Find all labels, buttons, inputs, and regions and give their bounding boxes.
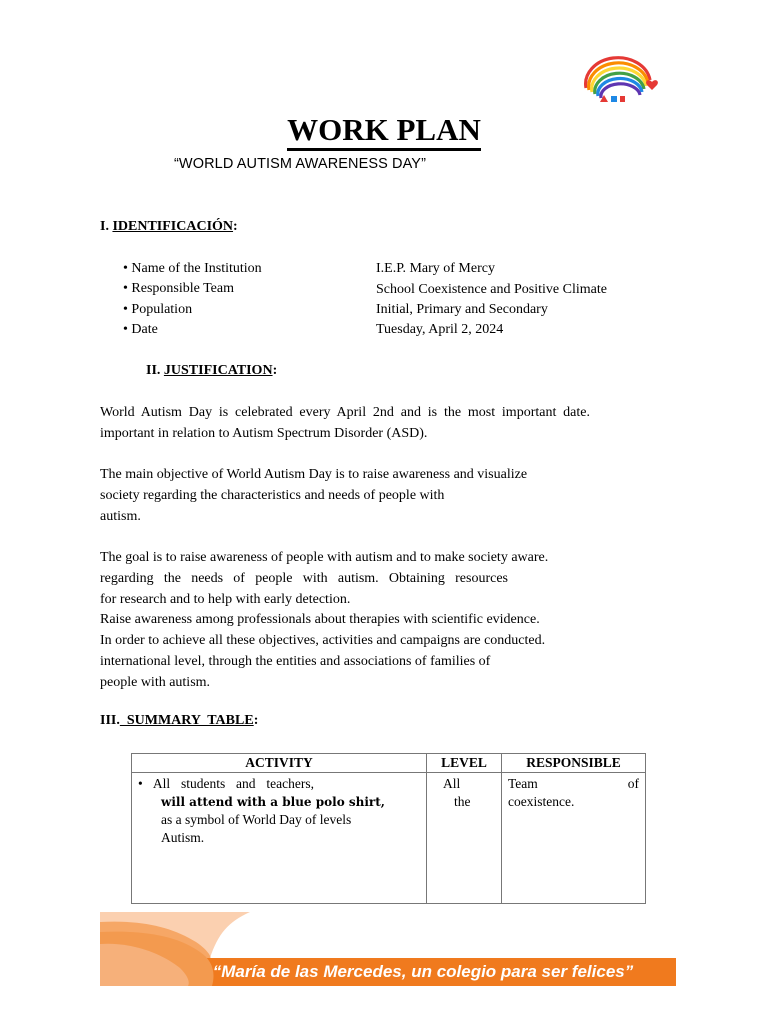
identification-heading: I. IDENTIFICACIÓN: [100,219,238,234]
justification-paragraph-3 [100,548,590,694]
text-line: society regarding the characteristics and needs of people with [100,487,445,503]
responsible-word: Team [508,776,538,791]
responsible-word: of [627,776,639,791]
justification-paragraph-1 [100,403,590,445]
text-line: people with autism. [100,674,211,690]
text-line: The goal is to raise awareness of people with autism and to make society aware. [100,550,549,565]
text-line: important in relation to Autism Spectrum Disorder (ASD). [100,425,428,441]
ident-label-institution: • Name of the Institution [123,261,262,276]
text-line: World Autism Day is celebrated every April 2nd and is the most important date. [100,405,590,420]
activity-cell [132,773,427,904]
text-line: In order to achieve all these objectives, activities and campaigns are conducted. [100,633,546,649]
text-line: international level, through the entities and associations of families of [100,653,491,669]
ident-value-institution: I.E.P. Mary of Mercy [376,261,495,276]
ident-label-team: • Responsible Team [123,281,234,296]
text-line: regarding the needs of people with autism. Obtaining resources [100,570,508,586]
footer-slogan: “María de las Mercedes, un colegio para ser felices” [212,962,634,981]
page-subtitle: “WORLD AUTISM AWARENESS DAY” [174,156,427,172]
text-line: The main objective of World Autism Day is to raise awareness and visualize [100,467,528,482]
table-row [132,773,646,904]
activity-line: Autism. [161,830,205,845]
summary-heading: III. SUMMARY TABLE: [100,713,259,728]
text-line: for research and to help with early detection. [100,591,351,607]
ident-value-population: Initial, Primary and Secondary [376,302,548,317]
responsible-line: coexistence. [508,794,575,809]
responsible-line [508,775,639,793]
responsible-cell [502,773,646,904]
level-cell [427,773,502,904]
summary-table [131,753,646,904]
activity-line-bold: will attend with a blue polo shirt, [161,795,385,809]
level-line: the [454,794,471,809]
ident-value-date: Tuesday, April 2, 2024 [376,322,504,337]
column-header-responsible: RESPONSIBLE [502,754,646,773]
ident-value-team: School Coexistence and Positive Climate [376,282,607,297]
page-title: WORK PLAN [0,112,768,148]
justification-heading: II. JUSTIFICATION: [146,363,278,378]
ident-label-population: • Population [123,302,193,317]
activity-line: as a symbol of World Day of levels [161,812,352,827]
column-header-activity: ACTIVITY [132,754,427,773]
school-logo-icon [578,52,664,108]
table-header-row [132,754,646,773]
ident-label-date: • Date [123,322,158,337]
column-header-level: LEVEL [427,754,502,773]
text-line: Raise awareness among professionals about therapies with scientific evidence. [100,612,540,628]
text-line: autism. [100,508,141,524]
activity-line: • All students and teachers, [138,776,314,791]
justification-paragraph-2 [100,465,590,527]
level-line: All [443,776,461,791]
